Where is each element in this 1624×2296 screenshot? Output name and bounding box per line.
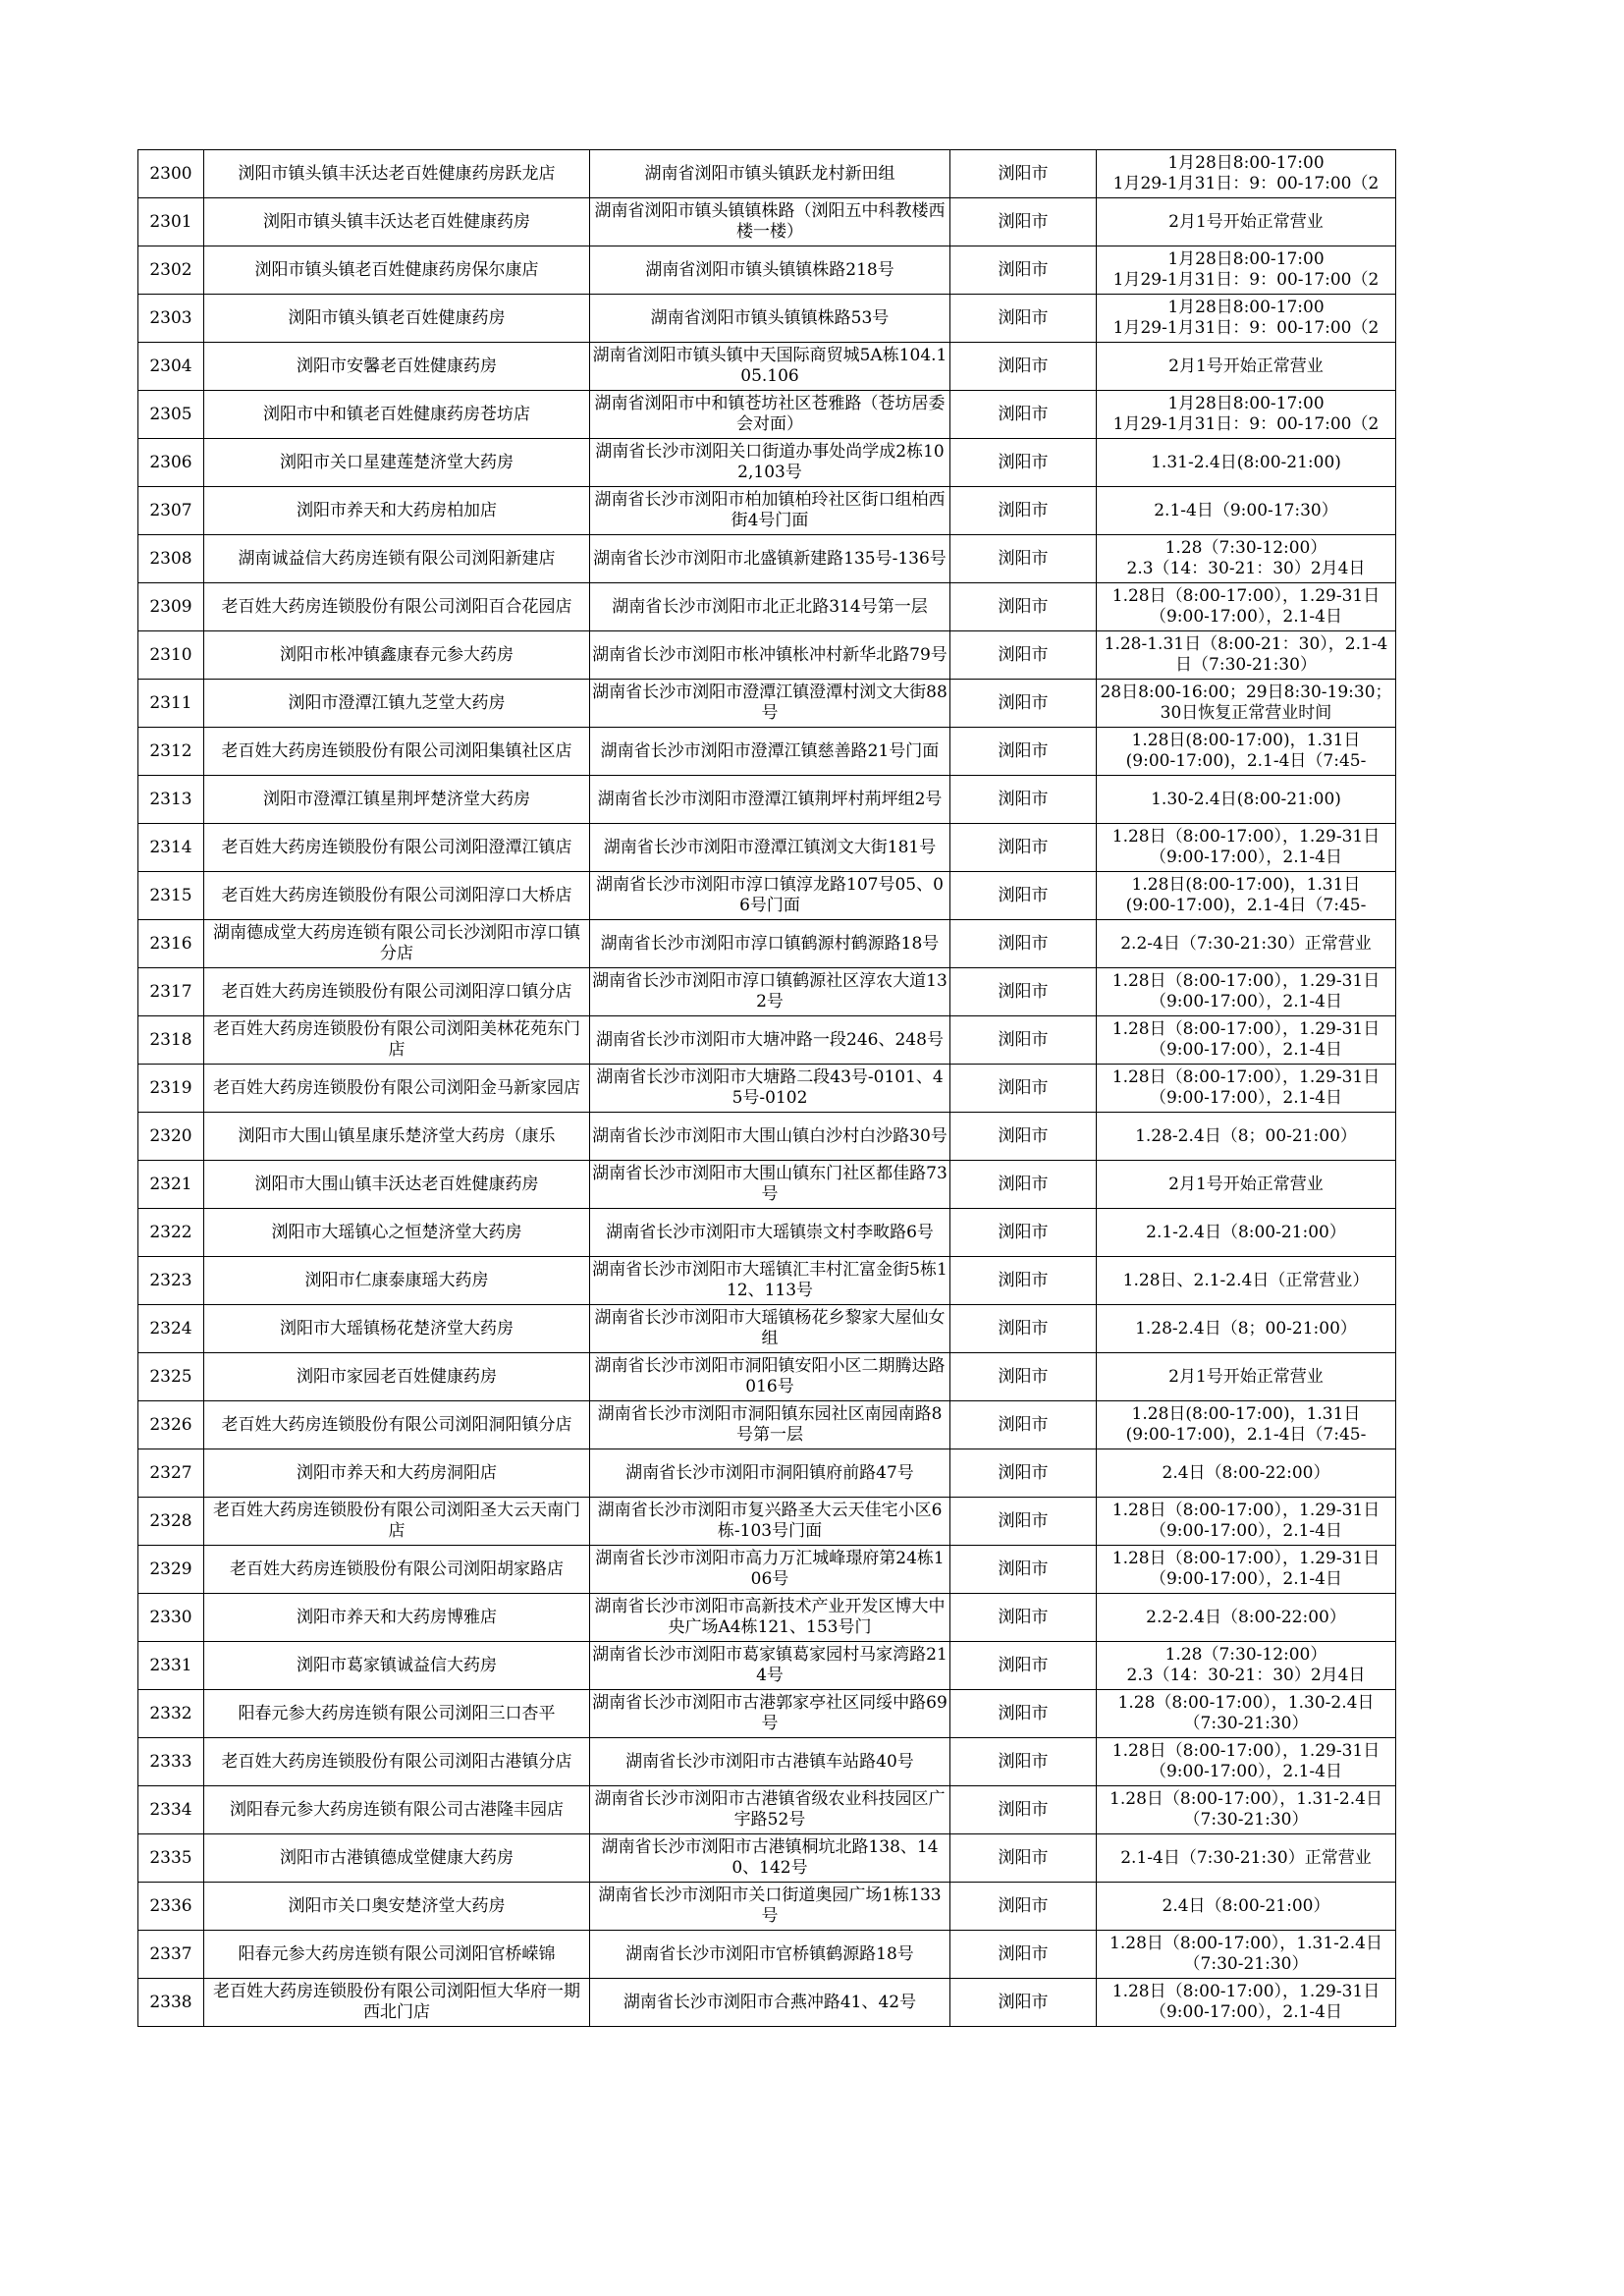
store-name-cell: 阳春元参大药房连锁有限公司浏阳官桥嵘锦	[204, 1931, 590, 1979]
store-address-cell: 湖南省浏阳市镇头镇跃龙村新田组	[590, 150, 950, 198]
row-number-cell: 2307	[138, 487, 204, 535]
table-row	[138, 824, 1396, 872]
store-address-cell: 湖南省长沙市浏阳市古港镇省级农业科技园区广宇路52号	[590, 1786, 950, 1834]
business-hours-cell: 1.28日（8:00-17:00），1.31-2.4日（7:30-21:30）	[1097, 1786, 1396, 1834]
row-number-cell: 2320	[138, 1113, 204, 1161]
table-row	[138, 631, 1396, 680]
store-name-cell: 老百姓大药房连锁股份有限公司浏阳淳口大桥店	[204, 872, 590, 920]
city-cell: 浏阳市	[950, 1016, 1097, 1065]
store-name-cell: 浏阳市镇头镇老百姓健康药房保尔康店	[204, 246, 590, 295]
row-number-cell: 2338	[138, 1979, 204, 2027]
row-number-cell: 2325	[138, 1353, 204, 1401]
store-name-cell: 浏阳市镇头镇丰沃达老百姓健康药房	[204, 198, 590, 246]
city-cell: 浏阳市	[950, 150, 1097, 198]
city-cell: 浏阳市	[950, 1979, 1097, 2027]
store-address-cell: 湖南省长沙市浏阳关口街道办事处尚学成2栋102,103号	[590, 439, 950, 487]
row-number-cell: 2316	[138, 920, 204, 968]
city-cell: 浏阳市	[950, 1883, 1097, 1931]
table-row	[138, 150, 1396, 198]
store-address-cell: 湖南省长沙市浏阳市大围山镇白沙村白沙路30号	[590, 1113, 950, 1161]
row-number-cell: 2330	[138, 1594, 204, 1642]
city-cell: 浏阳市	[950, 824, 1097, 872]
store-name-cell: 浏阳市大瑶镇心之恒楚济堂大药房	[204, 1209, 590, 1257]
store-name-cell: 浏阳春元参大药房连锁有限公司古港隆丰园店	[204, 1786, 590, 1834]
row-number-cell: 2308	[138, 535, 204, 583]
business-hours-cell: 1.28日（8:00-17:00），1.29-31日（9:00-17:00），2.1-4日	[1097, 1498, 1396, 1546]
store-address-cell: 湖南省长沙市浏阳市澄潭江镇浏文大街181号	[590, 824, 950, 872]
row-number-cell: 2300	[138, 150, 204, 198]
store-name-cell: 浏阳市大围山镇星康乐楚济堂大药房（康乐	[204, 1113, 590, 1161]
business-hours-cell: 1月28日8:00-17:00 1月29-1月31日：9：00-17:00（2	[1097, 246, 1396, 295]
store-address-cell: 湖南省长沙市浏阳市大瑶镇汇丰村汇富金街5栋112、113号	[590, 1257, 950, 1305]
store-name-cell: 老百姓大药房连锁股份有限公司浏阳古港镇分店	[204, 1738, 590, 1786]
row-number-cell: 2333	[138, 1738, 204, 1786]
table-row	[138, 968, 1396, 1016]
store-name-cell: 老百姓大药房连锁股份有限公司浏阳恒大华府一期西北门店	[204, 1979, 590, 2027]
store-name-cell: 老百姓大药房连锁股份有限公司浏阳美林花苑东门店	[204, 1016, 590, 1065]
table-row	[138, 1353, 1396, 1401]
store-address-cell: 湖南省长沙市浏阳市北盛镇新建路135号-136号	[590, 535, 950, 583]
city-cell: 浏阳市	[950, 1305, 1097, 1353]
business-hours-cell: 1.28（7:30-12:00） 2.3（14：30-21：30）2月4日	[1097, 535, 1396, 583]
store-name-cell: 阳春元参大药房连锁有限公司浏阳三口杏平	[204, 1690, 590, 1738]
table-row	[138, 1979, 1396, 2027]
city-cell: 浏阳市	[950, 968, 1097, 1016]
business-hours-cell: 1.28日（8:00-17:00），1.29-31日（9:00-17:00），2.1-4日	[1097, 968, 1396, 1016]
store-name-cell: 浏阳市澄潭江镇星荆坪楚济堂大药房	[204, 776, 590, 824]
store-address-cell: 湖南省长沙市浏阳市枨冲镇枨冲村新华北路79号	[590, 631, 950, 680]
row-number-cell: 2306	[138, 439, 204, 487]
business-hours-cell: 1.28（7:30-12:00） 2.3（14：30-21：30）2月4日	[1097, 1642, 1396, 1690]
business-hours-cell: 1月28日8:00-17:00 1月29-1月31日：9：00-17:00（2	[1097, 150, 1396, 198]
store-name-cell: 浏阳市家园老百姓健康药房	[204, 1353, 590, 1401]
table-row	[138, 776, 1396, 824]
city-cell: 浏阳市	[950, 1065, 1097, 1113]
row-number-cell: 2323	[138, 1257, 204, 1305]
city-cell: 浏阳市	[950, 1594, 1097, 1642]
business-hours-cell: 1.30-2.4日(8:00-21:00)	[1097, 776, 1396, 824]
table-row	[138, 1113, 1396, 1161]
store-name-cell: 浏阳市大瑶镇杨花楚济堂大药房	[204, 1305, 590, 1353]
store-address-cell: 湖南省长沙市浏阳市合燕冲路41、42号	[590, 1979, 950, 2027]
city-cell: 浏阳市	[950, 1353, 1097, 1401]
table-row	[138, 1594, 1396, 1642]
store-address-cell: 湖南省长沙市浏阳市北正北路314号第一层	[590, 583, 950, 631]
store-name-cell: 老百姓大药房连锁股份有限公司浏阳澄潭江镇店	[204, 824, 590, 872]
store-address-cell: 湖南省长沙市浏阳市古港镇车站路40号	[590, 1738, 950, 1786]
business-hours-cell: 2.4日（8:00-21:00）	[1097, 1883, 1396, 1931]
business-hours-cell: 1.28日(8:00-17:00)，1.31日 (9:00-17:00)，2.1-4日（7:45-	[1097, 728, 1396, 776]
city-cell: 浏阳市	[950, 1401, 1097, 1449]
store-address-cell: 湖南省长沙市浏阳市大围山镇东门社区都佳路73号	[590, 1161, 950, 1209]
row-number-cell: 2327	[138, 1449, 204, 1498]
table-row	[138, 1931, 1396, 1979]
store-name-cell: 老百姓大药房连锁股份有限公司浏阳淳口镇分店	[204, 968, 590, 1016]
table-row	[138, 487, 1396, 535]
store-address-cell: 湖南省长沙市浏阳市官桥镇鹤源路18号	[590, 1931, 950, 1979]
store-address-cell: 湖南省长沙市浏阳市澄潭江镇澄潭村浏文大街88号	[590, 680, 950, 728]
business-hours-cell: 1.28（8:00-17:00），1.30-2.4日 （7:30-21:30）	[1097, 1690, 1396, 1738]
store-address-cell: 湖南省长沙市浏阳市大瑶镇崇文村李畋路6号	[590, 1209, 950, 1257]
store-name-cell: 浏阳市关口星建莲楚济堂大药房	[204, 439, 590, 487]
store-address-cell: 湖南省长沙市浏阳市关口街道奥园广场1栋133号	[590, 1883, 950, 1931]
store-address-cell: 湖南省长沙市浏阳市洞阳镇府前路47号	[590, 1449, 950, 1498]
store-name-cell: 湖南德成堂大药房连锁有限公司长沙浏阳市淳口镇分店	[204, 920, 590, 968]
business-hours-cell: 2.4日（8:00-22:00）	[1097, 1449, 1396, 1498]
business-hours-cell: 1.28日（8:00-17:00），1.29-31日（9:00-17:00），2.1-4日	[1097, 1979, 1396, 2027]
business-hours-cell: 1.28-2.4日（8；00-21:00）	[1097, 1113, 1396, 1161]
table-row	[138, 1161, 1396, 1209]
table-row	[138, 728, 1396, 776]
city-cell: 浏阳市	[950, 487, 1097, 535]
table-row	[138, 1834, 1396, 1883]
row-number-cell: 2303	[138, 295, 204, 343]
table-row	[138, 391, 1396, 439]
table-row	[138, 1738, 1396, 1786]
store-address-cell: 湖南省长沙市浏阳市大塘冲路一段246、248号	[590, 1016, 950, 1065]
city-cell: 浏阳市	[950, 631, 1097, 680]
table-row	[138, 583, 1396, 631]
row-number-cell: 2335	[138, 1834, 204, 1883]
row-number-cell: 2332	[138, 1690, 204, 1738]
row-number-cell: 2313	[138, 776, 204, 824]
business-hours-cell: 1.28日、2.1-2.4日（正常营业）	[1097, 1257, 1396, 1305]
store-address-cell: 湖南省长沙市浏阳市洞阳镇东园社区南园南路8号第一层	[590, 1401, 950, 1449]
business-hours-cell: 1.28日（8:00-17:00），1.29-31日（9:00-17:00），2.1-4日	[1097, 583, 1396, 631]
row-number-cell: 2312	[138, 728, 204, 776]
row-number-cell: 2334	[138, 1786, 204, 1834]
row-number-cell: 2309	[138, 583, 204, 631]
store-address-cell: 湖南省长沙市浏阳市古港郭家亭社区同绥中路69号	[590, 1690, 950, 1738]
business-hours-cell: 28日8:00-16:00；29日8:30-19:30；30日恢复正常营业时间	[1097, 680, 1396, 728]
business-hours-cell: 1.28日（8:00-17:00），1.29-31日（9:00-17:00），2.1-4日	[1097, 1016, 1396, 1065]
pharmacy-hours-table	[137, 149, 1396, 2027]
business-hours-cell: 2.1-4日（9:00-17:30）	[1097, 487, 1396, 535]
store-name-cell: 浏阳市关口奥安楚济堂大药房	[204, 1883, 590, 1931]
city-cell: 浏阳市	[950, 680, 1097, 728]
row-number-cell: 2322	[138, 1209, 204, 1257]
table-row	[138, 1883, 1396, 1931]
business-hours-cell: 2.1-4日（7:30-21:30）正常营业	[1097, 1834, 1396, 1883]
business-hours-cell: 1.28日（8:00-17:00），1.31-2.4日（7:30-21:30）	[1097, 1931, 1396, 1979]
city-cell: 浏阳市	[950, 1257, 1097, 1305]
row-number-cell: 2310	[138, 631, 204, 680]
city-cell: 浏阳市	[950, 920, 1097, 968]
store-address-cell: 湖南省长沙市浏阳市葛家镇葛家园村马家湾路214号	[590, 1642, 950, 1690]
business-hours-cell: 2.1-2.4日（8:00-21:00）	[1097, 1209, 1396, 1257]
city-cell: 浏阳市	[950, 728, 1097, 776]
store-address-cell: 湖南省长沙市浏阳市古港镇桐坑北路138、140、142号	[590, 1834, 950, 1883]
business-hours-cell: 2.2-2.4日（8:00-22:00）	[1097, 1594, 1396, 1642]
city-cell: 浏阳市	[950, 1834, 1097, 1883]
store-address-cell: 湖南省长沙市浏阳市澄潭江镇荆坪村荊坪组2号	[590, 776, 950, 824]
store-name-cell: 浏阳市仁康泰康瑶大药房	[204, 1257, 590, 1305]
row-number-cell: 2329	[138, 1546, 204, 1594]
business-hours-cell: 2.2-4日（7:30-21:30）正常营业	[1097, 920, 1396, 968]
city-cell: 浏阳市	[950, 1642, 1097, 1690]
business-hours-cell: 1.28日（8:00-17:00），1.29-31日（9:00-17:00），2.1-4日	[1097, 1065, 1396, 1113]
store-name-cell: 老百姓大药房连锁股份有限公司浏阳胡家路店	[204, 1546, 590, 1594]
city-cell: 浏阳市	[950, 343, 1097, 391]
business-hours-cell: 1.28日(8:00-17:00)，1.31日 (9:00-17:00)，2.1-4日（7:45-	[1097, 872, 1396, 920]
store-address-cell: 湖南省长沙市浏阳市大塘路二段43号-0101、45号-0102	[590, 1065, 950, 1113]
row-number-cell: 2302	[138, 246, 204, 295]
business-hours-cell: 2月1号开始正常营业	[1097, 198, 1396, 246]
row-number-cell: 2304	[138, 343, 204, 391]
store-name-cell: 浏阳市中和镇老百姓健康药房苍坊店	[204, 391, 590, 439]
city-cell: 浏阳市	[950, 1161, 1097, 1209]
store-name-cell: 浏阳市养天和大药房柏加店	[204, 487, 590, 535]
row-number-cell: 2326	[138, 1401, 204, 1449]
business-hours-cell: 1.28日（8:00-17:00），1.29-31日（9:00-17:00），2.1-4日	[1097, 824, 1396, 872]
row-number-cell: 2324	[138, 1305, 204, 1353]
row-number-cell: 2301	[138, 198, 204, 246]
store-name-cell: 浏阳市安馨老百姓健康药房	[204, 343, 590, 391]
table-row	[138, 343, 1396, 391]
store-address-cell: 湖南省长沙市浏阳市大瑶镇杨花乡黎家大屋仙女组	[590, 1305, 950, 1353]
city-cell: 浏阳市	[950, 583, 1097, 631]
table-row	[138, 439, 1396, 487]
store-name-cell: 浏阳市枨冲镇鑫康春元参大药房	[204, 631, 590, 680]
store-name-cell: 老百姓大药房连锁股份有限公司浏阳金马新家园店	[204, 1065, 590, 1113]
table-row	[138, 1786, 1396, 1834]
row-number-cell: 2328	[138, 1498, 204, 1546]
store-name-cell: 老百姓大药房连锁股份有限公司浏阳圣大云天南门店	[204, 1498, 590, 1546]
store-name-cell: 老百姓大药房连锁股份有限公司浏阳百合花园店	[204, 583, 590, 631]
table-row	[138, 295, 1396, 343]
table-row	[138, 1449, 1396, 1498]
business-hours-cell: 1.28-1.31日（8:00-21：30），2.1-4日（7:30-21:30）	[1097, 631, 1396, 680]
row-number-cell: 2319	[138, 1065, 204, 1113]
table-row	[138, 1690, 1396, 1738]
store-name-cell: 湖南诚益信大药房连锁有限公司浏阳新建店	[204, 535, 590, 583]
city-cell: 浏阳市	[950, 872, 1097, 920]
business-hours-cell: 1月28日8:00-17:00 1月29-1月31日：9：00-17:00（2	[1097, 295, 1396, 343]
store-name-cell: 浏阳市养天和大药房洞阳店	[204, 1449, 590, 1498]
table-row	[138, 680, 1396, 728]
table-row	[138, 198, 1396, 246]
city-cell: 浏阳市	[950, 1498, 1097, 1546]
city-cell: 浏阳市	[950, 1738, 1097, 1786]
row-number-cell: 2314	[138, 824, 204, 872]
store-address-cell: 湖南省长沙市浏阳市高新技术产业开发区博大中央广场A4栋121、153号门	[590, 1594, 950, 1642]
table-row	[138, 1257, 1396, 1305]
store-name-cell: 浏阳市镇头镇丰沃达老百姓健康药房跃龙店	[204, 150, 590, 198]
table-row	[138, 1498, 1396, 1546]
business-hours-cell: 1.28日(8:00-17:00)，1.31日 (9:00-17:00)，2.1-4日（7:45-	[1097, 1401, 1396, 1449]
store-address-cell: 湖南省长沙市浏阳市澄潭江镇慈善路21号门面	[590, 728, 950, 776]
business-hours-cell: 1.28日（8:00-17:00），1.29-31日（9:00-17:00），2.1-4日	[1097, 1546, 1396, 1594]
store-address-cell: 湖南省长沙市浏阳市淳口镇淳龙路107号05、06号门面	[590, 872, 950, 920]
business-hours-cell: 1.28日（8:00-17:00），1.29-31日（9:00-17:00），2.1-4日	[1097, 1738, 1396, 1786]
business-hours-cell: 1.31-2.4日(8:00-21:00)	[1097, 439, 1396, 487]
store-name-cell: 浏阳市养天和大药房博雅店	[204, 1594, 590, 1642]
table-row	[138, 1546, 1396, 1594]
business-hours-cell: 1.28-2.4日（8；00-21:00）	[1097, 1305, 1396, 1353]
store-address-cell: 湖南省长沙市浏阳市柏加镇柏玲社区街口组柏西街4号门面	[590, 487, 950, 535]
city-cell: 浏阳市	[950, 198, 1097, 246]
row-number-cell: 2331	[138, 1642, 204, 1690]
table-row	[138, 1065, 1396, 1113]
city-cell: 浏阳市	[950, 295, 1097, 343]
store-address-cell: 湖南省浏阳市镇头镇镇株路218号	[590, 246, 950, 295]
row-number-cell: 2305	[138, 391, 204, 439]
store-address-cell: 湖南省长沙市浏阳市洞阳镇安阳小区二期腾达路016号	[590, 1353, 950, 1401]
row-number-cell: 2321	[138, 1161, 204, 1209]
store-address-cell: 湖南省浏阳市镇头镇镇株路（浏阳五中科教楼西楼一楼）	[590, 198, 950, 246]
city-cell: 浏阳市	[950, 776, 1097, 824]
business-hours-cell: 2月1号开始正常营业	[1097, 343, 1396, 391]
row-number-cell: 2318	[138, 1016, 204, 1065]
city-cell: 浏阳市	[950, 1113, 1097, 1161]
row-number-cell: 2317	[138, 968, 204, 1016]
table-row	[138, 535, 1396, 583]
store-address-cell: 湖南省浏阳市镇头镇中天国际商贸城5A栋104.105.106	[590, 343, 950, 391]
store-address-cell: 湖南省长沙市浏阳市淳口镇鹤源社区淳农大道132号	[590, 968, 950, 1016]
store-address-cell: 湖南省长沙市浏阳市高力万汇城峰璟府第24栋106号	[590, 1546, 950, 1594]
row-number-cell: 2311	[138, 680, 204, 728]
store-name-cell: 浏阳市葛家镇诚益信大药房	[204, 1642, 590, 1690]
store-address-cell: 湖南省长沙市浏阳市复兴路圣大云天佳宅小区6栋-103号门面	[590, 1498, 950, 1546]
store-name-cell: 浏阳市澄潭江镇九芝堂大药房	[204, 680, 590, 728]
city-cell: 浏阳市	[950, 1786, 1097, 1834]
table-row	[138, 1016, 1396, 1065]
city-cell: 浏阳市	[950, 246, 1097, 295]
store-name-cell: 老百姓大药房连锁股份有限公司浏阳洞阳镇分店	[204, 1401, 590, 1449]
store-name-cell: 浏阳市古港镇德成堂健康大药房	[204, 1834, 590, 1883]
city-cell: 浏阳市	[950, 535, 1097, 583]
city-cell: 浏阳市	[950, 1546, 1097, 1594]
city-cell: 浏阳市	[950, 1931, 1097, 1979]
business-hours-cell: 2月1号开始正常营业	[1097, 1161, 1396, 1209]
store-name-cell: 老百姓大药房连锁股份有限公司浏阳集镇社区店	[204, 728, 590, 776]
table-row	[138, 872, 1396, 920]
store-name-cell: 浏阳市大围山镇丰沃达老百姓健康药房	[204, 1161, 590, 1209]
row-number-cell: 2315	[138, 872, 204, 920]
store-address-cell: 湖南省浏阳市中和镇苍坊社区苍雅路（苍坊居委会对面）	[590, 391, 950, 439]
table-row	[138, 1401, 1396, 1449]
table-body	[138, 150, 1396, 2027]
row-number-cell: 2336	[138, 1883, 204, 1931]
city-cell: 浏阳市	[950, 391, 1097, 439]
business-hours-cell: 1月28日8:00-17:00 1月29-1月31日：9：00-17:00（2	[1097, 391, 1396, 439]
city-cell: 浏阳市	[950, 1209, 1097, 1257]
store-address-cell: 湖南省浏阳市镇头镇镇株路53号	[590, 295, 950, 343]
business-hours-cell: 2月1号开始正常营业	[1097, 1353, 1396, 1401]
city-cell: 浏阳市	[950, 439, 1097, 487]
table-row	[138, 1642, 1396, 1690]
table-row	[138, 1305, 1396, 1353]
table-row	[138, 246, 1396, 295]
store-address-cell: 湖南省长沙市浏阳市淳口镇鹤源村鹤源路18号	[590, 920, 950, 968]
row-number-cell: 2337	[138, 1931, 204, 1979]
city-cell: 浏阳市	[950, 1449, 1097, 1498]
table-row	[138, 1209, 1396, 1257]
table-row	[138, 920, 1396, 968]
city-cell: 浏阳市	[950, 1690, 1097, 1738]
store-name-cell: 浏阳市镇头镇老百姓健康药房	[204, 295, 590, 343]
